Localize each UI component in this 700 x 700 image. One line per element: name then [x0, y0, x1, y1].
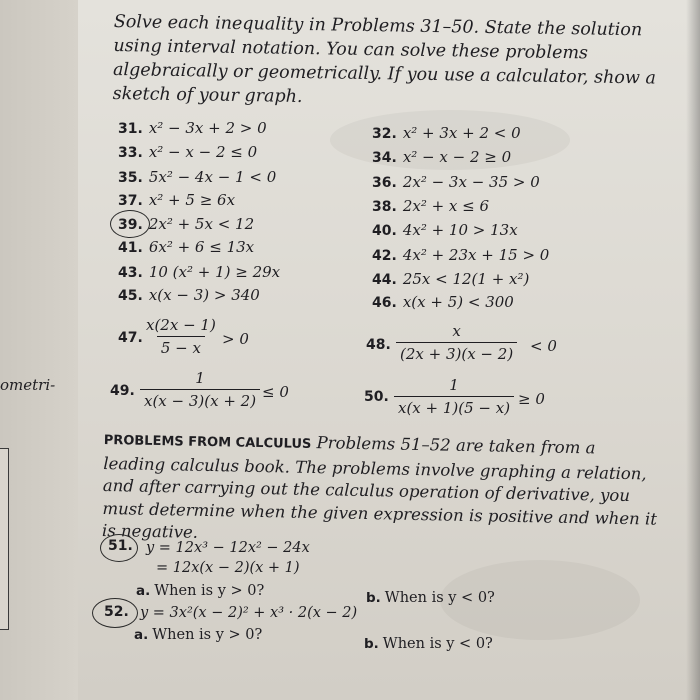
problem-32: [372, 124, 521, 142]
problem-number: 37.: [118, 193, 143, 209]
part-label: b.: [366, 590, 381, 606]
problem-expression: 4x² + 23x + 15 > 0: [402, 246, 550, 264]
relation: > 0: [222, 330, 249, 348]
problem-35: [118, 168, 276, 186]
problem-number: 46.: [372, 295, 397, 311]
problem-expression: x(x + 5) < 300: [402, 293, 514, 311]
problem-50-fraction: [394, 376, 514, 417]
problem-expression: x² − x − 2 ≤ 0: [148, 143, 258, 161]
numerator: 1: [195, 369, 205, 387]
problem-expression: 2x² + 5x < 12: [148, 215, 255, 233]
problem-number: 52.: [104, 604, 129, 620]
problem-42: [372, 246, 549, 264]
problem-expression: 2x² + x ≤ 6: [402, 197, 490, 215]
part-label: a.: [134, 627, 149, 643]
problem-34: [372, 148, 511, 166]
problem-number: 40.: [372, 223, 397, 239]
problem-number: 39.: [118, 217, 143, 233]
problem-49-fraction: [140, 369, 260, 410]
handwritten-circle: [110, 210, 150, 238]
problem-43: [118, 263, 280, 281]
problem-48-fraction: [396, 322, 517, 363]
problem-number: 41.: [118, 240, 143, 256]
problem-51-line-2: = 12x(x − 2)(x + 1): [156, 560, 300, 576]
problem-31: [118, 119, 267, 137]
problem-number: 49.: [110, 383, 135, 399]
numerator: x(2x − 1): [146, 316, 216, 334]
problem-51-line-1: y = 12x³ − 12x² − 24x: [146, 540, 310, 556]
numerator: 1: [449, 376, 459, 394]
problem-40: [372, 221, 518, 239]
denominator: x(x − 3)(x + 2): [140, 389, 260, 410]
problem-number: 42.: [372, 248, 397, 264]
problem-number: 51.: [108, 538, 133, 554]
problem-number: 35.: [118, 170, 143, 186]
problem-number: 47.: [118, 330, 143, 346]
problem-37: [118, 191, 235, 209]
relation: < 0: [530, 337, 557, 355]
relation: ≥ 0: [518, 390, 545, 408]
problem-41: [118, 238, 254, 256]
problem-expression: x² − 3x + 2 > 0: [148, 119, 267, 137]
problem-expression: 10 (x² + 1) ≥ 29x: [148, 263, 281, 281]
margin-fragment: ometri-: [0, 376, 56, 394]
problem-46: [372, 293, 514, 311]
problem-52a: [134, 627, 262, 643]
problem-number: 38.: [372, 199, 397, 215]
problem-36: [372, 173, 540, 191]
problem-expression: 2x² − 3x − 35 > 0: [402, 173, 540, 191]
problem-number: 33.: [118, 145, 143, 161]
calculus-text: Problems 51–52 are taken from a leading calculus book. The problems involve graphing a relation, and after carrying out the calculus operation of derivative, you must determine when the given expression is positive and when it is negative.: [101, 432, 658, 542]
denominator: 5 − x: [157, 336, 205, 357]
problem-expression: x² + 5 ≥ 6x: [148, 191, 236, 209]
problem-expression: 25x < 12(1 + x²): [402, 270, 530, 288]
problem-number: 36.: [372, 175, 397, 191]
problem-38: [372, 197, 489, 215]
part-text: When is y < 0?: [382, 636, 493, 652]
problem-number: 50.: [364, 389, 389, 405]
problem-44: [372, 270, 529, 288]
problem-51b: [366, 590, 495, 606]
instructions-paragraph: Solve each inequality in Problems 31–50. State the solution using interval notation. You can solve these problems algebraically or geometrically. If you use a calculator, show a sketch of your graph.: [112, 11, 657, 107]
denominator: x(x + 1)(5 − x): [394, 396, 514, 417]
problem-number: 32.: [372, 126, 397, 142]
part-label: a.: [136, 583, 151, 599]
problem-number: 43.: [118, 265, 143, 281]
relation: ≤ 0: [262, 383, 289, 401]
problem-number: 45.: [118, 288, 143, 304]
problem-52b: [364, 636, 493, 652]
problem-47-fraction: [142, 316, 220, 357]
denominator: (2x + 3)(x − 2): [396, 342, 517, 363]
problem-expression: 6x² + 6 ≤ 13x: [148, 238, 255, 256]
problem-expression: 5x² − 4x − 1 < 0: [148, 168, 277, 186]
problem-number: 31.: [118, 121, 143, 137]
problem-51a: [136, 583, 264, 599]
part-text: When is y < 0?: [384, 590, 495, 606]
section-heading: PROBLEMS FROM CALCULUS: [103, 432, 312, 452]
problem-expression: x(x − 3) > 340: [148, 286, 260, 304]
problem-number: 34.: [372, 150, 397, 166]
problem-number: 44.: [372, 272, 397, 288]
problem-33: [118, 143, 257, 161]
calculus-paragraph: [102, 428, 660, 553]
part-text: When is y > 0?: [152, 627, 263, 643]
problem-45: [118, 286, 260, 304]
problem-expression: x² − x − 2 ≥ 0: [402, 148, 512, 166]
problem-expression: 4x² + 10 > 13x: [402, 221, 518, 239]
problem-expression: x² + 3x + 2 < 0: [402, 124, 521, 142]
numerator: x: [452, 322, 461, 340]
problem-number: 48.: [366, 337, 391, 353]
part-label: b.: [364, 636, 379, 652]
problem-52-line-1: y = 3x²(x − 2)² + x³ · 2(x − 2): [140, 605, 358, 621]
part-text: When is y > 0?: [154, 583, 265, 599]
